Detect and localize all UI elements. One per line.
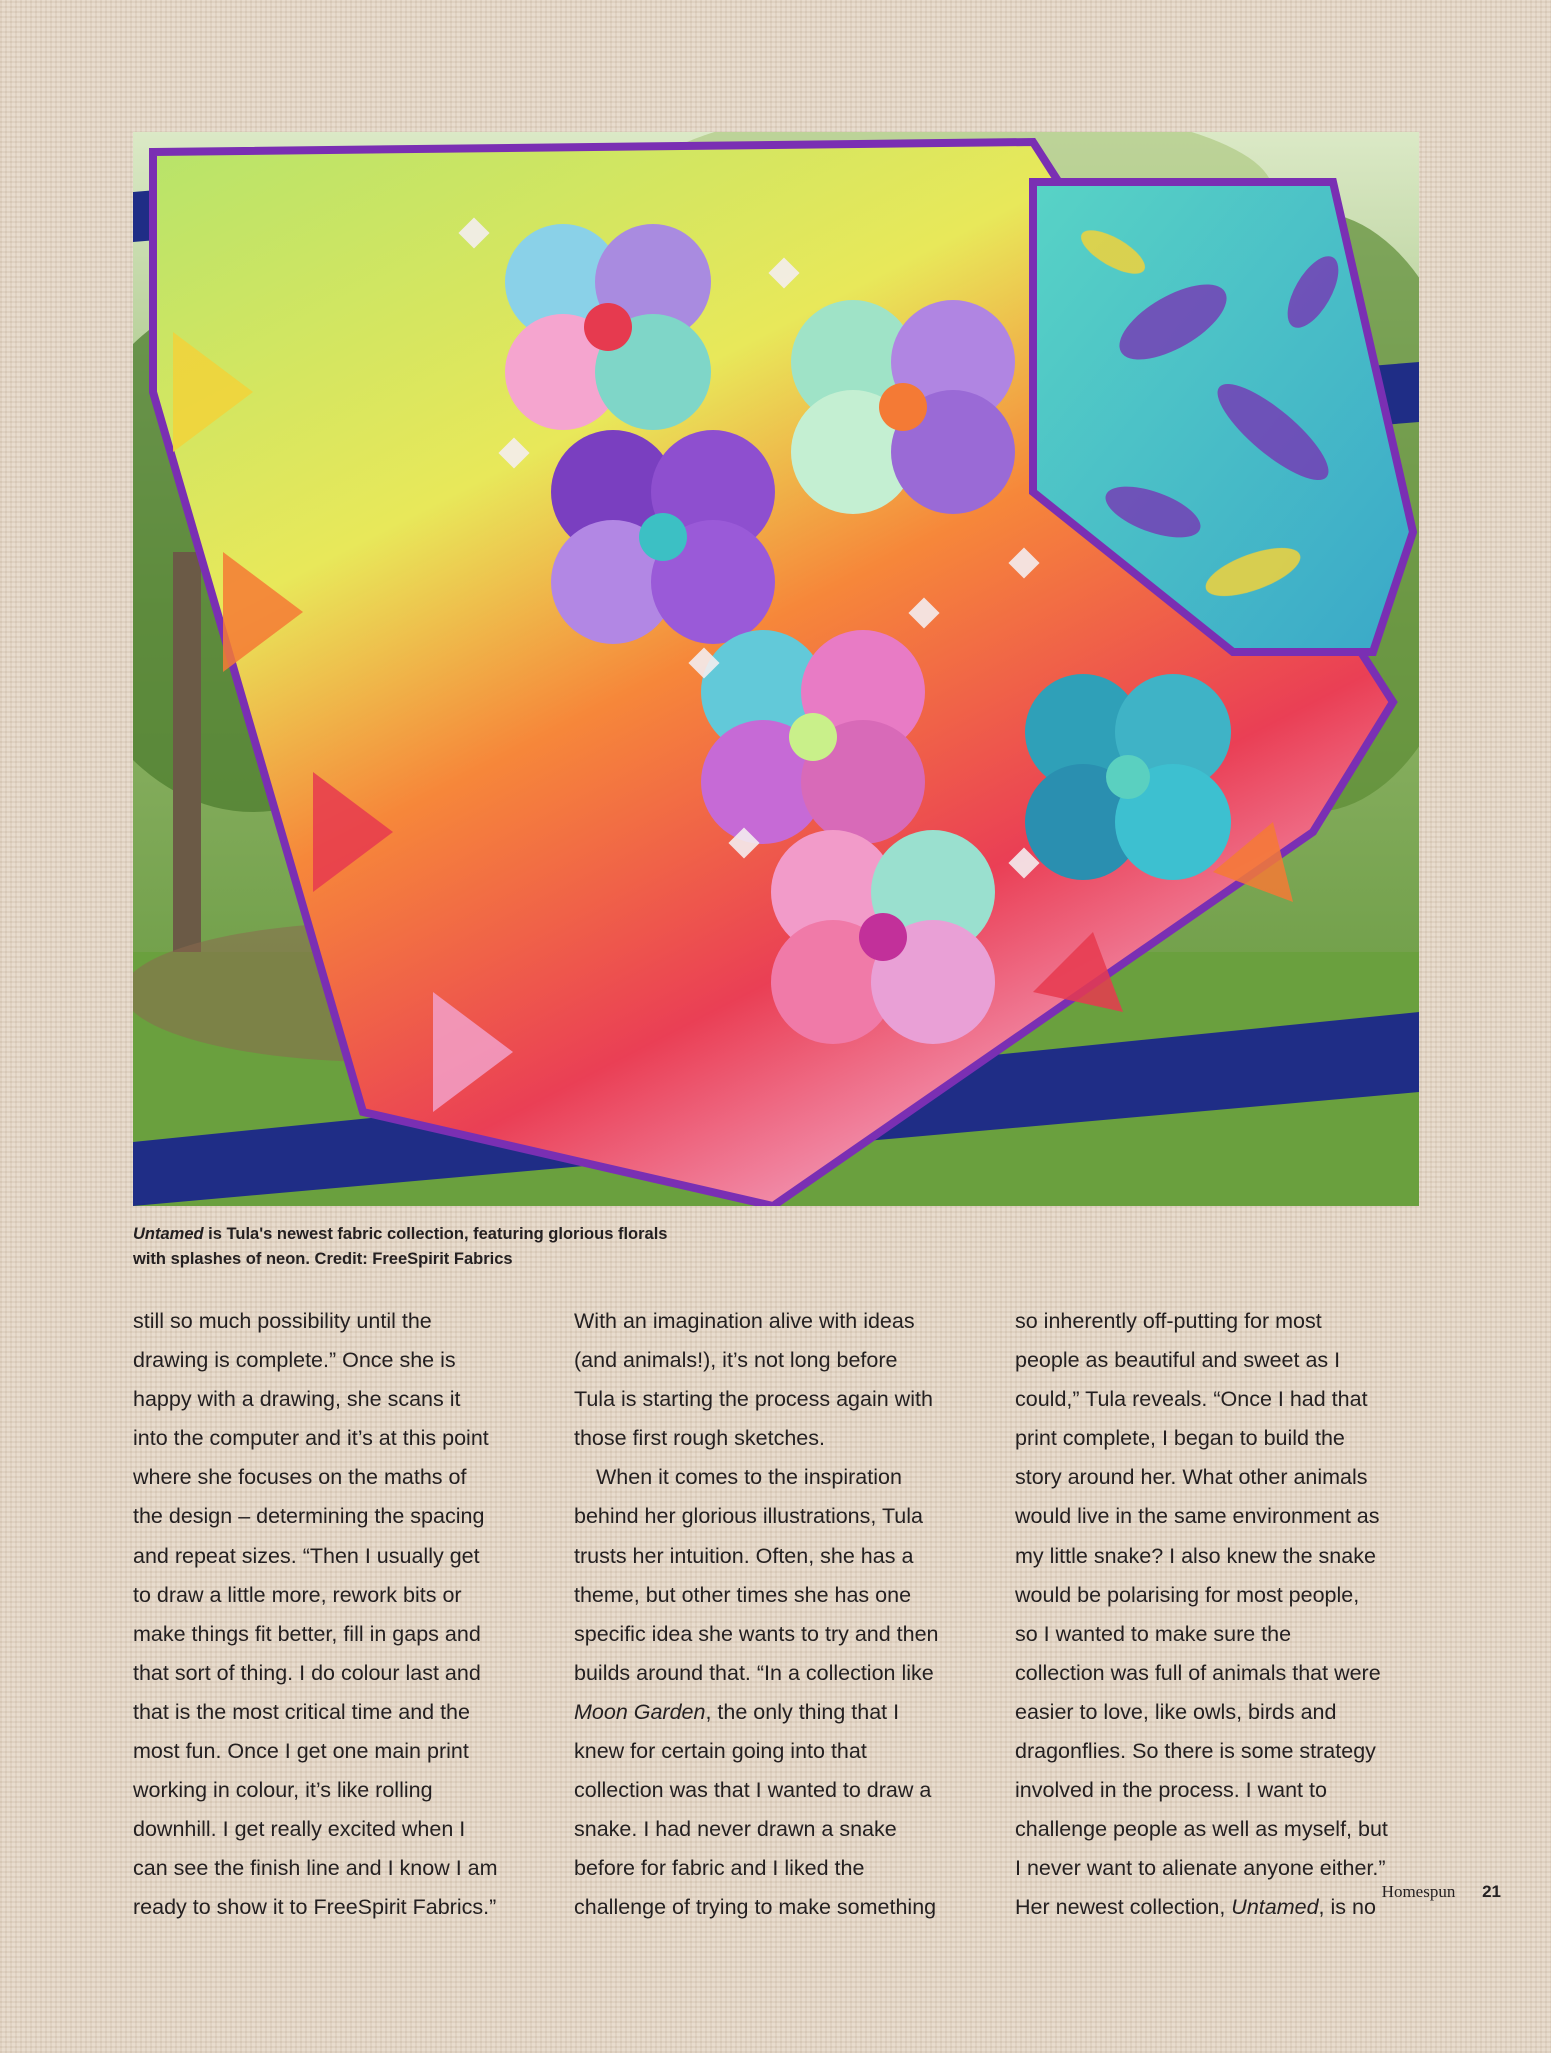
text-line: easier to love, like owls, birds and [1015, 1699, 1337, 1724]
text-line: before for fabric and I liked the [574, 1856, 865, 1881]
flower-block [771, 830, 995, 1044]
text-line: into the computer and it’s at this point [133, 1426, 489, 1451]
text-line: specific idea she wants to try and then [574, 1621, 939, 1646]
flower-block [1025, 674, 1231, 880]
text-line: collection was full of animals that were [1015, 1660, 1381, 1685]
text-line: the design – determining the spacing [133, 1504, 485, 1529]
text-line: most fun. Once I get one main print [133, 1739, 469, 1764]
text-line: downhill. I get really excited when I [133, 1817, 466, 1842]
article-column-2 [574, 1302, 986, 1928]
text-line: can see the finish line and I know I am [133, 1856, 498, 1881]
text-line: people as beautiful and sweet as I [1015, 1348, 1341, 1373]
text-line: make things fit better, fill in gaps and [133, 1621, 481, 1646]
text-line: (and animals!), it’s not long before [574, 1348, 898, 1373]
text-line: so inherently off-putting for most [1015, 1309, 1322, 1333]
text-line: ready to show it to FreeSpirit Fabrics.” [133, 1895, 497, 1920]
flower-block [505, 224, 711, 430]
text-line [574, 1693, 986, 1732]
text-line [1015, 1888, 1427, 1927]
text-line: behind her glorious illustrations, Tula [574, 1504, 923, 1529]
text-line: drawing is complete.” Once she is [133, 1348, 456, 1373]
page-footer [1382, 1882, 1501, 1902]
flower-block [701, 630, 925, 844]
flower-block [791, 300, 1015, 514]
text-line: still so much possibility until the [133, 1309, 432, 1333]
text-line: Tula is starting the process again with [574, 1387, 933, 1412]
text-line: happy with a drawing, she scans it [133, 1387, 461, 1412]
text-line: would be polarising for most people, [1015, 1582, 1360, 1607]
text-line: I never want to alienate anyone either.” [1015, 1856, 1386, 1881]
text-line: builds around that. “In a collection like [574, 1660, 934, 1685]
text-line: where she focuses on the maths of [133, 1465, 467, 1490]
text-line: When it comes to the inspiration [596, 1465, 902, 1490]
article-body [133, 1302, 1419, 1942]
text-line: challenge of trying to make something [574, 1895, 937, 1920]
article-column-3 [1015, 1302, 1427, 1928]
text-line: story around her. What other animals [1015, 1465, 1368, 1490]
text-line: that sort of thing. I do colour last and [133, 1660, 481, 1685]
text-fragment: , is no [1318, 1895, 1376, 1920]
text-line: working in colour, it’s like rolling [133, 1778, 433, 1803]
text-line: to draw a little more, rework bits or [133, 1582, 462, 1607]
italic-title: Moon Garden [574, 1699, 706, 1724]
text-line: dragonflies. So there is some strategy [1015, 1739, 1376, 1764]
text-line: theme, but other times she has one [574, 1582, 912, 1607]
text-line: would live in the same environment as [1015, 1504, 1380, 1529]
text-line: snake. I had never drawn a snake [574, 1817, 897, 1842]
caption-line1: is Tula's newest fabric collection, featuring glorious florals [203, 1225, 668, 1243]
text-line: those first rough sketches. [574, 1426, 825, 1451]
text-line: and repeat sizes. “Then I usually get [133, 1543, 480, 1568]
text-line: my little snake? I also knew the snake [1015, 1543, 1376, 1568]
text-fragment: Her newest collection, [1015, 1895, 1232, 1920]
photo-caption [133, 1222, 773, 1272]
flower-block [551, 430, 775, 644]
text-line: challenge people as well as myself, but [1015, 1817, 1388, 1842]
tree-trunk [173, 552, 201, 972]
caption-title: Untamed [133, 1225, 204, 1243]
page-number: 21 [1482, 1882, 1501, 1901]
text-line: so I wanted to make sure the [1015, 1621, 1292, 1646]
article-column-1 [133, 1302, 545, 1928]
text-line: With an imagination alive with ideas [574, 1309, 915, 1333]
text-line: could,” Tula reveals. “Once I had that [1015, 1387, 1368, 1412]
text-line: print complete, I began to build the [1015, 1426, 1345, 1451]
quilt-photo [133, 132, 1419, 1206]
quilt-illustration [133, 132, 1419, 1206]
text-fragment: , the only thing that I [705, 1699, 900, 1724]
italic-title: Untamed [1231, 1895, 1319, 1920]
text-line: trusts her intuition. Often, she has a [574, 1543, 914, 1568]
magazine-name: Homespun [1381, 1882, 1456, 1901]
text-line: collection was that I wanted to draw a [574, 1778, 932, 1803]
text-line: involved in the process. I want to [1015, 1778, 1327, 1803]
caption-line2: with splashes of neon. Credit: FreeSpirit Fabrics [133, 1250, 513, 1268]
text-line: knew for certain going into that [574, 1739, 867, 1764]
text-line: that is the most critical time and the [133, 1699, 470, 1724]
